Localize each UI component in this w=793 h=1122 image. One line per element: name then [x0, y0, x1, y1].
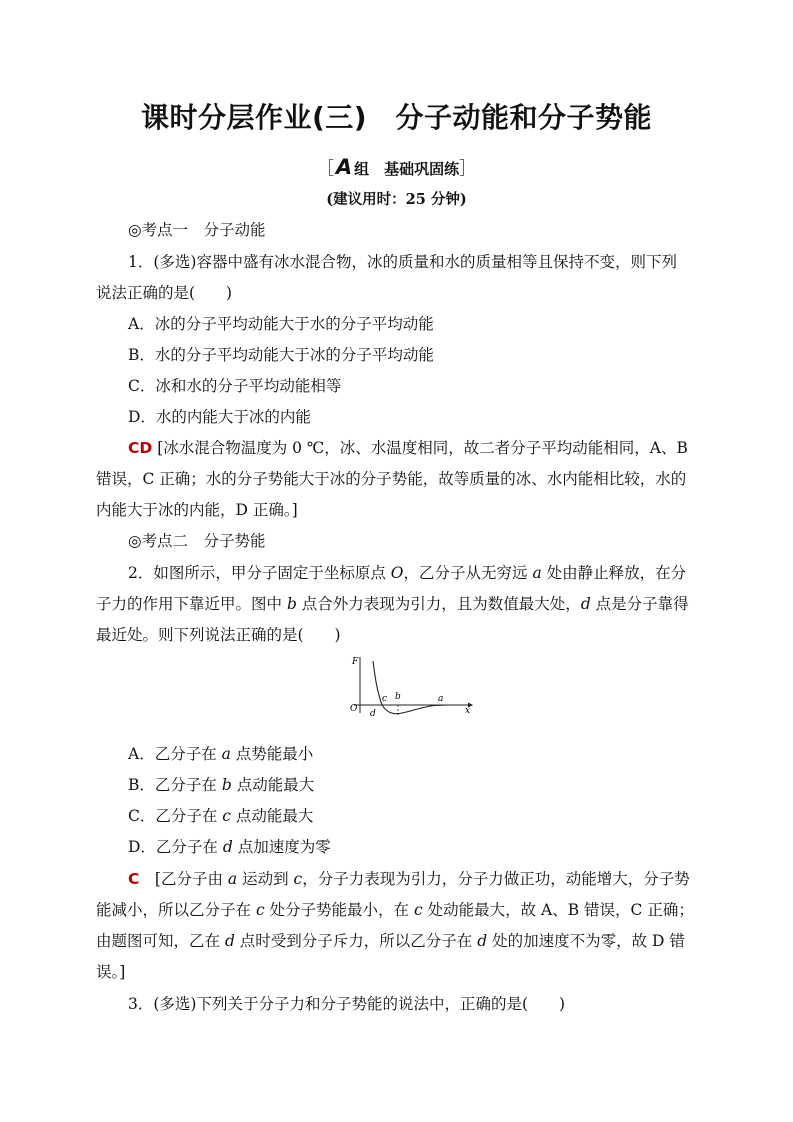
- q2-exp3-var-d: d: [224, 932, 235, 950]
- q2-stem-line1: [128, 563, 686, 583]
- q2-l1-var-a: a: [532, 564, 542, 582]
- q1-explanation-line2: 错误，C 正确；水的分子势能大于冰的分子势能，故等质量的冰、水内能相比较，水的: [96, 470, 687, 488]
- q2-stem-line2: [96, 594, 689, 614]
- section-heading-1: ◎考点一 分子动能: [128, 221, 266, 239]
- q2-explanation-line1: [128, 869, 690, 889]
- q2-opt-d-var: d: [222, 838, 233, 856]
- q2-explanation-line2: [96, 900, 694, 920]
- q2-opt-b-pre: B．乙分子在: [128, 776, 222, 794]
- q2-opt-c-pre: C．乙分子在: [128, 807, 223, 825]
- page-title: 课时分层作业(三) 分子动能和分子势能: [140, 101, 653, 134]
- q2-exp1-p3: ，分子力表现为引力，分子力做正功，动能增大，分子势: [302, 870, 690, 888]
- q1-option-a: A．冰的分子平均动能大于水的分子平均动能: [128, 315, 434, 333]
- group-header: [0, 154, 793, 179]
- q2-l2-var-b: b: [286, 595, 297, 613]
- label-c: c: [382, 694, 388, 704]
- q2-explanation-line3: [96, 931, 685, 951]
- q2-opt-d-pre: D．乙分子在: [128, 838, 223, 856]
- label-a: a: [438, 694, 444, 704]
- group-bracket-open: ［: [316, 159, 334, 179]
- q2-answer: C: [128, 870, 140, 888]
- q2-exp2-var-c: c: [255, 901, 265, 919]
- section-heading-2: ◎考点二 分子势能: [128, 532, 266, 550]
- q2-opt-a-post: 点势能最小: [230, 745, 314, 763]
- q1-stem-line1: 1．(多选)容器中盛有冰水混合物，冰的质量和水的质量相等且保持不变，则下列: [128, 253, 677, 271]
- q2-l1-part1: 2．如图所示，甲分子固定于坐标原点: [128, 564, 391, 582]
- q2-opt-a-pre: A．乙分子在: [128, 745, 222, 763]
- q2-exp2-p1: 能减小，所以乙分子在: [96, 901, 256, 919]
- q2-exp1-p2: 运动到: [237, 870, 294, 888]
- q2-exp1-var-c: c: [293, 870, 303, 888]
- q1-option-d: D．水的内能大于冰的内能: [128, 408, 311, 426]
- q1-answer: CD: [128, 439, 153, 457]
- q2-l2-part2: 点合外力表现为引力，且为数值最大处，: [296, 595, 581, 613]
- q2-exp3-p3: 处的加速度不为零，故 D 错: [487, 932, 685, 950]
- q2-l2-part3: 点是分子靠得: [590, 595, 689, 613]
- q2-exp1-p1: [乙分子由: [154, 870, 228, 888]
- q2-exp2-var-c2: c: [413, 901, 423, 919]
- q2-exp2-p3: 处动能最大，故 A、B 错误，C 正确；: [422, 901, 694, 919]
- q2-exp3-var-d2: d: [477, 932, 488, 950]
- label-o: O: [350, 704, 358, 714]
- label-b: b: [395, 692, 401, 702]
- q2-opt-d-post: 点加速度为零: [232, 838, 331, 856]
- q2-opt-c-var: c: [222, 807, 231, 825]
- q3-stem-line1: 3．(多选)下列关于分子力和分子势能的说法中，正确的是( ): [128, 995, 566, 1013]
- q1-option-c: C．冰和水的分子平均动能相等: [128, 377, 342, 395]
- q2-stem-line3: 最近处。则下列说法正确的是( ): [96, 626, 341, 644]
- group-letter: A: [335, 155, 353, 179]
- q2-option-c: [128, 806, 313, 826]
- q2-l2-var-d: d: [580, 595, 591, 613]
- group-bracket-close: ］: [459, 159, 477, 179]
- q2-exp3-p2: 点时受到分子斥力，所以乙分子在: [234, 932, 478, 950]
- q2-l2-part1: 子力的作用下靠近甲。图中: [96, 595, 287, 613]
- force-curve: [373, 661, 449, 714]
- label-f: F: [352, 657, 359, 667]
- q2-explanation-line4: 误。]: [96, 963, 126, 981]
- q1-explanation-line1: [128, 438, 688, 458]
- q2-option-d: [128, 837, 331, 857]
- q1-exp1-text: [冰水混合物温度为 0 ℃，冰、水温度相同，故二者分子平均动能相同，A、B: [157, 439, 688, 457]
- time-note: (建议用时：25 分钟): [326, 191, 467, 208]
- group-label: 组 基础巩固练: [354, 160, 460, 178]
- q2-opt-c-post: 点动能最大: [230, 807, 314, 825]
- q2-l1-part2: ，乙分子从无穷远: [403, 564, 533, 582]
- q2-option-a: [128, 744, 313, 764]
- q2-opt-b-post: 点动能最大: [231, 776, 315, 794]
- q2-exp1-var-a: a: [227, 870, 238, 888]
- q2-l1-part3: 处由静止释放，在分: [541, 564, 687, 582]
- q1-option-b: B．水的分子平均动能大于冰的分子平均动能: [128, 346, 434, 364]
- q2-exp3-p1: 由题图可知，乙在: [96, 932, 225, 950]
- q2-l1-var-o: O: [390, 564, 404, 582]
- force-distance-graph: [344, 655, 474, 720]
- q1-stem-line2: 说法正确的是( ): [96, 284, 233, 302]
- label-d: d: [370, 709, 376, 719]
- q2-option-b: [128, 775, 314, 795]
- q1-explanation-line3: 内能大于冰的内能，D 正确。]: [96, 501, 298, 519]
- q2-exp2-p2: 处分子势能最小，在: [264, 901, 414, 919]
- q2-opt-b-var: b: [221, 776, 232, 794]
- q2-opt-a-var: a: [221, 745, 231, 763]
- label-x: x: [465, 706, 471, 716]
